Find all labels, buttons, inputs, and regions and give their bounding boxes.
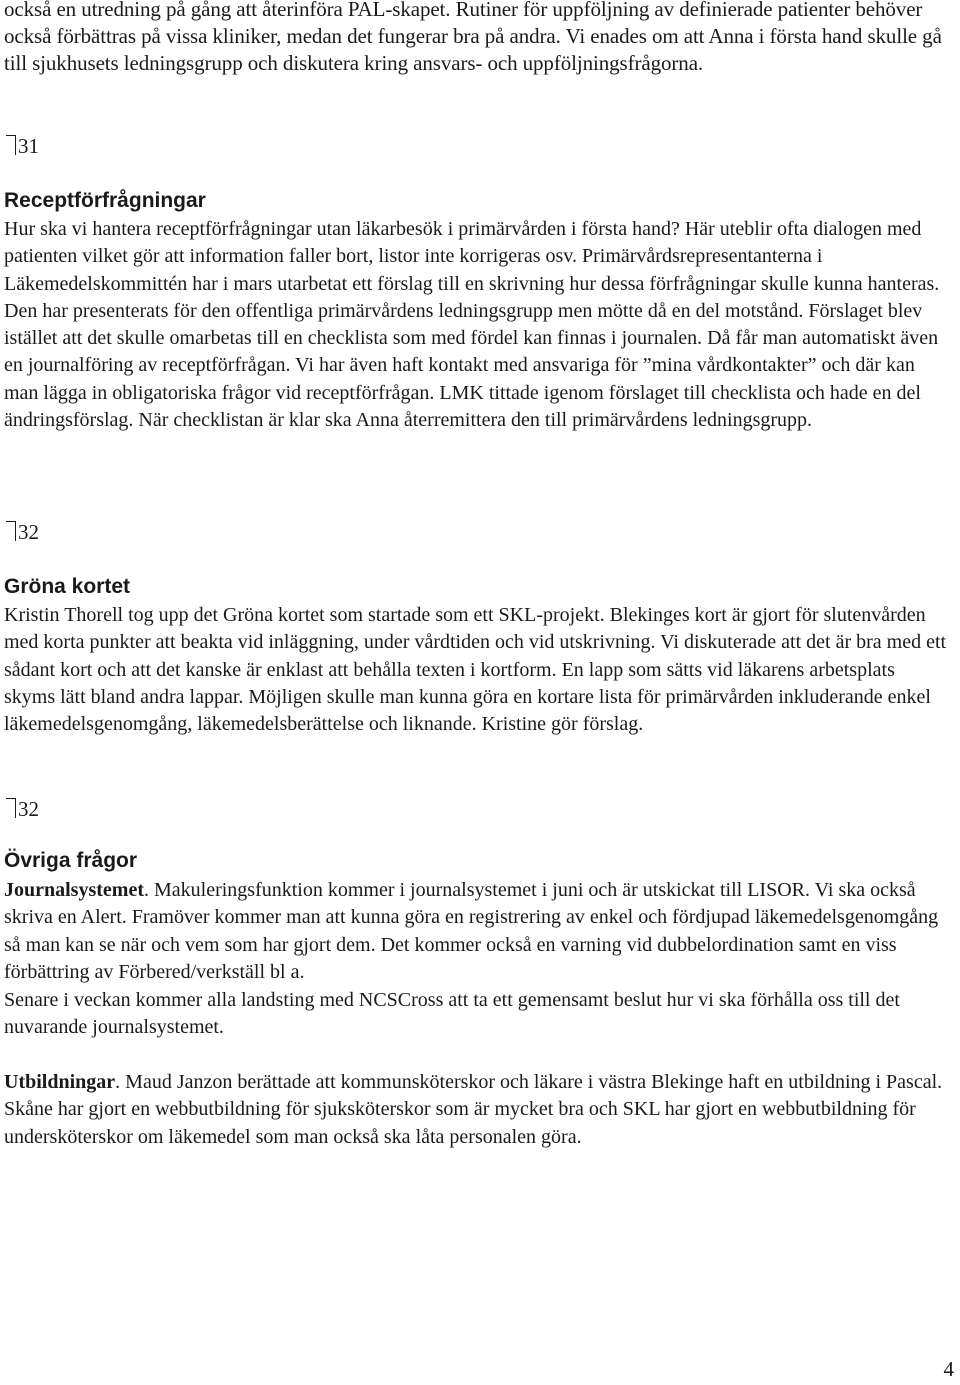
- page-number: 4: [943, 1357, 954, 1381]
- section-body-receptforfragningar: Hur ska vi hantera receptförfrågningar utan läkarbesök i primärvården i första hand? Här uteblir ofta dialogen med patienten vilket gör att information faller bort, listor inte korrigeras osv. Primärvårdsrepresentanterna i Läkemedelskommittén har i mars utarbetat ett förslag till en skrivning hur dessa förfrågningar skulle kunna hanteras. Den har presenterats för den offentliga primärvårdens ledningsgrupp men mötte då en del motstånd. Förslaget blev istället att det skulle omarbetas till en checklista som med fördel kan finnas i journalen. Då får man automatiskt även en journalföring av receptförfrågan. Vi har även haft kontakt med ansvariga för ”mina vårdkontakter” och där kan man lägga in obligatoriska frågor vid receptförfrågan. LMK tittade igenom förslaget till checklista och hade en del ändringsförslag. När checklistan är klar ska Anna återremittera den till primärvårdens ledningsgrupp.: [4, 218, 940, 432]
- section-body-grona-kortet: Kristin Thorell tog upp det Gröna kortet som startade som ett SKL-projekt. Blekinges kort är gjort för slutenvården med korta punkter att beakta vid inläggning, under vårdtiden och vid utskrivning. Vi diskuterade att det är bra med ett sådant kort och att det kanske är enklast att behålla texten i kortform. En lapp som sätts vid läkarens arbetsplats skyms lätt bland andra lappar. Möjligen skulle man kunna göra en kortare lista för primärvården inkluderande enkel läkemedelsgenomgång, läkemedelsberättelse och liknande. Kristine gör förslag.: [4, 604, 947, 736]
- journal-text: . Makuleringsfunktion kommer i journalsystemet i juni och är utskickat till LISOR. Vi ska också skriva en Alert. Framöver kommer man att kunna göra en registrering av enkel och fördjupad läkemedelsgenomgång så man kan se när och vem som har gjort dem. Det kommer också en varning vid dubbelordination samt en viss förbättring av Förbered/verkställ bl a.: [4, 879, 939, 983]
- section-number-text: 32: [18, 797, 39, 821]
- section-number-text: 31: [18, 134, 39, 158]
- section-mark-icon: [4, 133, 18, 159]
- section-body-journalsystemet-2: Senare i veckan kommer alla landsting med NCSCross att ta ett gemensamt beslut hur vi ska förhålla oss till det nuvarande journalsystemet.: [4, 989, 900, 1039]
- section-title-grona-kortet: Gröna kortet: [4, 575, 131, 598]
- section-body-journalsystemet: [4, 877, 950, 986]
- section-mark-icon: [4, 519, 18, 545]
- section-title-ovriga-fragor: Övriga frågor: [4, 849, 138, 872]
- section-title-receptforfragningar: Receptförfrågningar: [4, 189, 206, 212]
- training-label: Utbildningar: [4, 1071, 116, 1093]
- section-number-32-ovriga: [4, 796, 39, 826]
- section-number-text: 32: [18, 520, 39, 544]
- intro-paragraph: också en utredning på gång att återinföra PAL-skapet. Rutiner för uppföljning av definierade patienter behöver också förbättras på vissa kliniker, medan det fungerar bra på andra. Vi enades om att Anna i första hand skulle gå till sjukhusets ledningsgrupp och diskutera kring ansvars- och uppföljningsfrågorna.: [4, 0, 942, 75]
- section-mark-icon: [4, 796, 18, 822]
- journal-label: Journalsystemet: [4, 879, 144, 901]
- section-number-31: [4, 133, 39, 163]
- section-number-32: [4, 519, 39, 549]
- section-body-utbildningar: [4, 1069, 950, 1151]
- training-text: . Maud Janzon berättade att kommunsköterskor och läkare i västra Blekinge haft en utbildning i Pascal. Skåne har gjort en webbutbildning för sjuksköterskor som är mycket bra och SKL har gjort en webbutbildning för undersköterskor om läkemedel som man också ska låta personalen göra.: [4, 1071, 943, 1148]
